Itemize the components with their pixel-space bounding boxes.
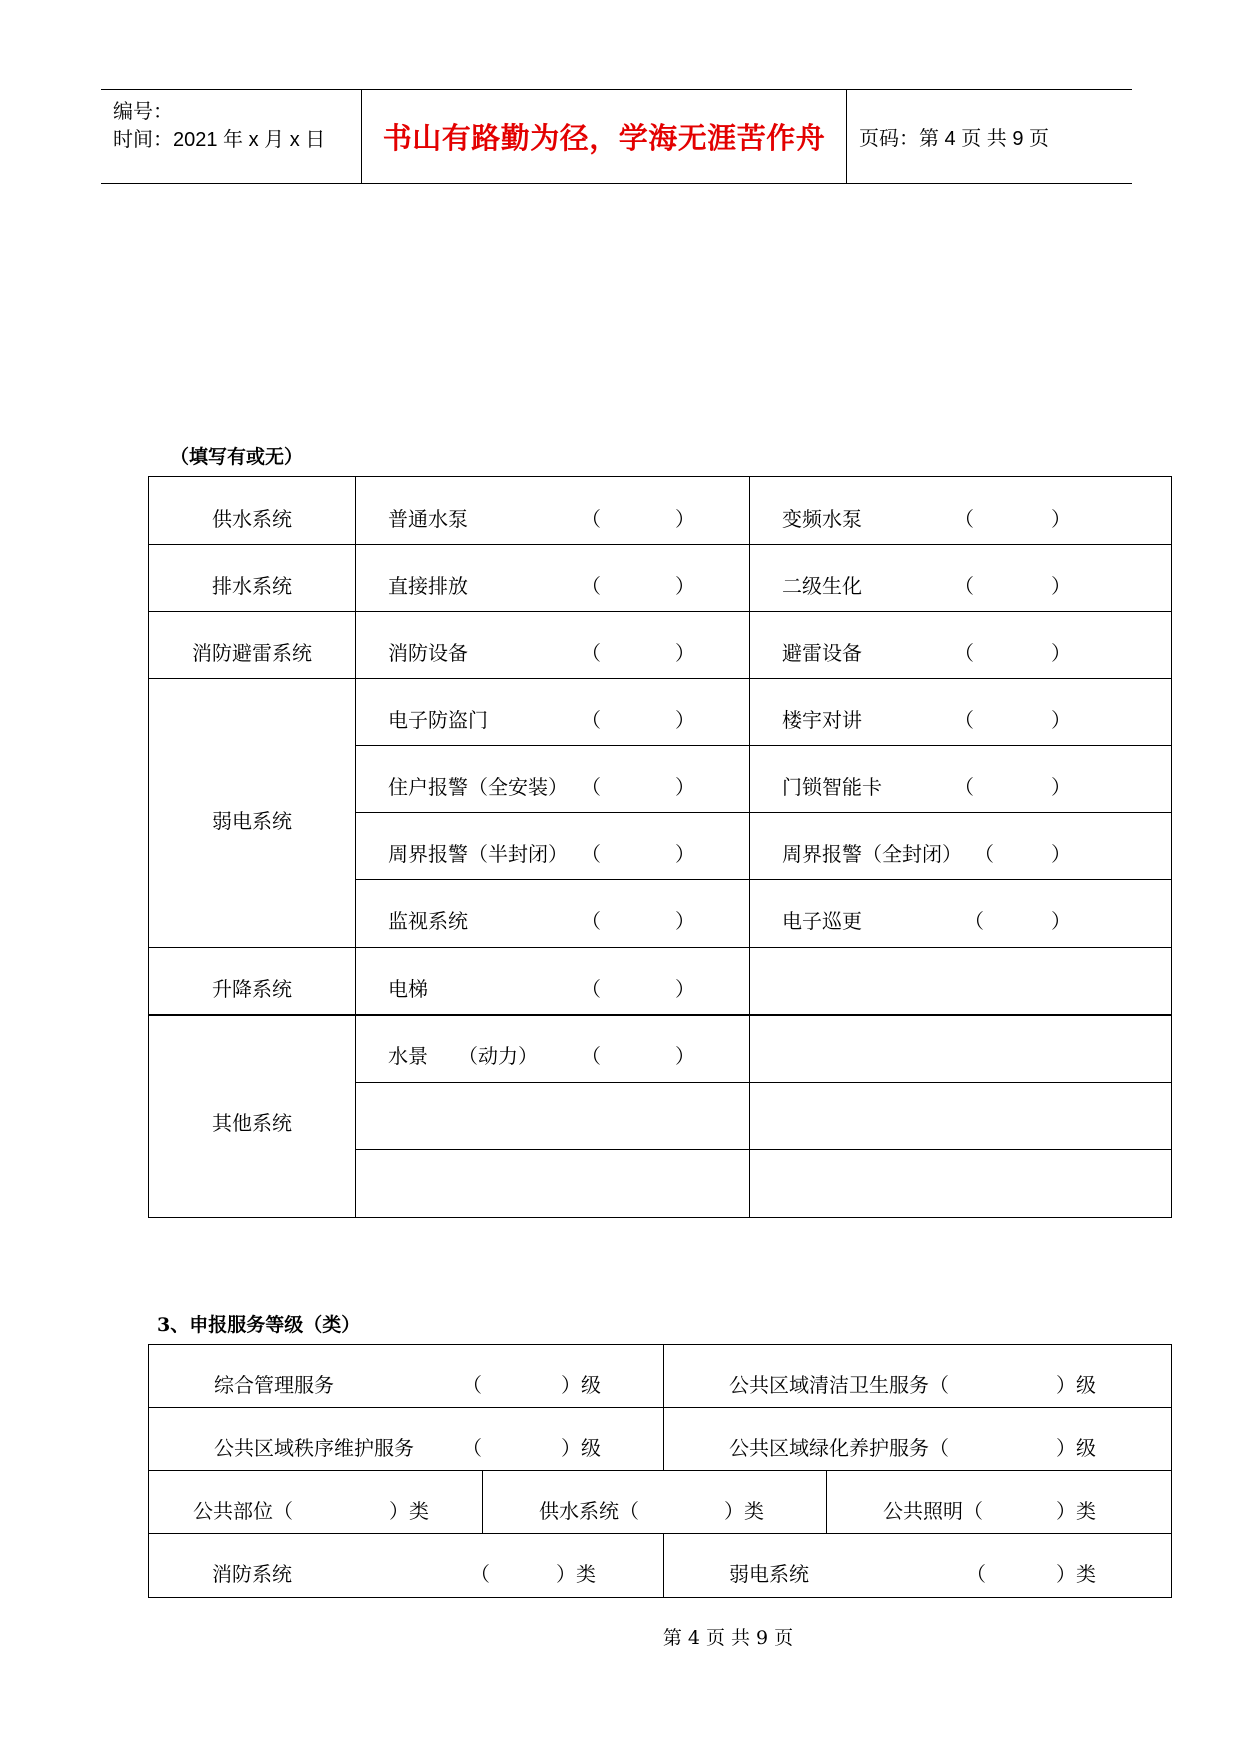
open-paren: （ <box>581 708 601 732</box>
class-public-parts: 公共部位（ <box>193 1499 293 1523</box>
open-paren: （ <box>966 1562 986 1586</box>
close-paren: ） <box>675 977 695 1001</box>
close-paren: ） <box>1051 574 1071 598</box>
page-header <box>101 89 1132 184</box>
close-paren: ） <box>675 641 695 665</box>
class-suffix: ）类 <box>556 1562 596 1586</box>
table-hline <box>355 1082 1171 1083</box>
number-label: 编号： <box>113 101 173 123</box>
facility-table <box>148 476 1172 1218</box>
close-paren: ） <box>675 507 695 531</box>
table-hline <box>149 1533 1171 1534</box>
service-level-table <box>148 1344 1172 1598</box>
open-paren: （ <box>954 775 974 799</box>
table-hline <box>149 544 1171 545</box>
close-paren: ） <box>1051 775 1071 799</box>
open-paren: （ <box>954 507 974 531</box>
item-lightning-equipment: 避雷设备 <box>782 641 862 665</box>
table-hline <box>355 1149 1171 1150</box>
close-paren: ） <box>675 909 695 933</box>
class-low-voltage: 弱电系统 <box>729 1562 809 1586</box>
table-hline <box>149 678 1171 679</box>
class-suffix: ）类 <box>389 1499 429 1523</box>
header-page-cell <box>847 90 1132 183</box>
level-suffix: ）级 <box>1056 1436 1096 1460</box>
service-level-title: 3、申报服务等级（类） <box>157 1314 361 1336</box>
close-paren: ） <box>1051 708 1071 732</box>
item-vfd-pump: 变频水泵 <box>782 507 862 531</box>
item-patrol: 电子巡更 <box>782 909 862 933</box>
category-low-voltage: 弱电系统 <box>212 809 292 833</box>
open-paren: （ <box>581 507 601 531</box>
table-vline <box>663 1345 664 1470</box>
open-paren: （ <box>581 775 601 799</box>
close-paren: ） <box>675 842 695 866</box>
item-fire-equipment: 消防设备 <box>388 641 468 665</box>
table-vline <box>482 1470 483 1533</box>
class-suffix: ）类 <box>1056 1562 1096 1586</box>
class-suffix: ）类 <box>724 1499 764 1523</box>
table-vline <box>355 477 356 1217</box>
table-hline <box>355 812 1171 813</box>
class-fire-system: 消防系统 <box>212 1562 292 1586</box>
close-paren: ） <box>675 1044 695 1068</box>
class-water-supply: 供水系统（ <box>539 1499 639 1523</box>
footer-page: 第 4 页 共 9 页 <box>662 1627 794 1649</box>
open-paren: （ <box>581 977 601 1001</box>
item-elevator: 电梯 <box>388 977 428 1001</box>
table-hline <box>149 1407 1171 1408</box>
close-paren: ） <box>675 574 695 598</box>
class-public-lighting: 公共照明（ <box>883 1499 983 1523</box>
open-paren: （ <box>954 574 974 598</box>
header-meta <box>101 90 362 183</box>
item-secondary-bio: 二级生化 <box>782 574 862 598</box>
table-hline <box>149 1470 1171 1471</box>
table-hline <box>149 611 1171 612</box>
page-info: 页码：第 4 页 共 9 页 <box>859 128 1050 150</box>
class-suffix: ）类 <box>1056 1499 1096 1523</box>
open-paren: （ <box>974 842 994 866</box>
item-cctv: 监视系统 <box>388 909 468 933</box>
category-other: 其他系统 <box>212 1111 292 1135</box>
item-smart-lock-card: 门锁智能卡 <box>782 775 882 799</box>
item-water-feature: 水景 （动力） <box>388 1044 538 1068</box>
level-security-order: 公共区域秩序维护服务 <box>214 1436 414 1460</box>
item-resident-alarm: 住户报警（全安装） <box>388 775 568 799</box>
close-paren: ） <box>1051 842 1071 866</box>
open-paren: （ <box>470 1562 490 1586</box>
table-hline <box>149 947 1171 948</box>
open-paren: （ <box>954 641 974 665</box>
category-fire-lightning: 消防避雷系统 <box>192 641 312 665</box>
category-elevator: 升降系统 <box>212 977 292 1001</box>
fill-note: （填写有或无） <box>170 446 304 468</box>
table-vline <box>663 1533 664 1598</box>
table-hline <box>355 745 1171 746</box>
open-paren: （ <box>964 909 984 933</box>
open-paren: （ <box>581 574 601 598</box>
open-paren: （ <box>581 842 601 866</box>
close-paren: ） <box>1051 641 1071 665</box>
time-label: 时间：2021 年 x 月 x 日 <box>113 129 326 151</box>
level-suffix: ）级 <box>561 1436 601 1460</box>
close-paren: ） <box>1051 507 1071 531</box>
header-motto-cell <box>362 90 847 183</box>
item-normal-pump: 普通水泵 <box>388 507 468 531</box>
level-suffix: ）级 <box>561 1373 601 1397</box>
item-security-door: 电子防盗门 <box>388 708 488 732</box>
open-paren: （ <box>462 1436 482 1460</box>
open-paren: （ <box>581 641 601 665</box>
close-paren: ） <box>675 708 695 732</box>
open-paren: （ <box>581 1044 601 1068</box>
level-cleaning: 公共区域清洁卫生服务（ <box>729 1373 949 1397</box>
category-drainage: 排水系统 <box>212 574 292 598</box>
level-greening: 公共区域绿化养护服务（ <box>729 1436 949 1460</box>
table-vline <box>826 1470 827 1533</box>
open-paren: （ <box>581 909 601 933</box>
table-vline <box>749 477 750 1217</box>
motto: 书山有路勤为径，学海无涯苦作舟 <box>382 121 826 155</box>
close-paren: ） <box>675 775 695 799</box>
table-hline <box>355 879 1171 880</box>
category-water-supply: 供水系统 <box>212 507 292 531</box>
open-paren: （ <box>462 1373 482 1397</box>
level-suffix: ）级 <box>1056 1373 1096 1397</box>
item-intercom: 楼宇对讲 <box>782 708 862 732</box>
level-general-mgmt: 综合管理服务 <box>214 1373 334 1397</box>
item-perimeter-full: 周界报警（全封闭） <box>782 842 962 866</box>
page-footer <box>0 1623 1241 1650</box>
open-paren: （ <box>954 708 974 732</box>
item-direct-discharge: 直接排放 <box>388 574 468 598</box>
close-paren: ） <box>1051 909 1071 933</box>
table-hline <box>149 1014 1171 1016</box>
item-perimeter-half: 周界报警（半封闭） <box>388 842 568 866</box>
